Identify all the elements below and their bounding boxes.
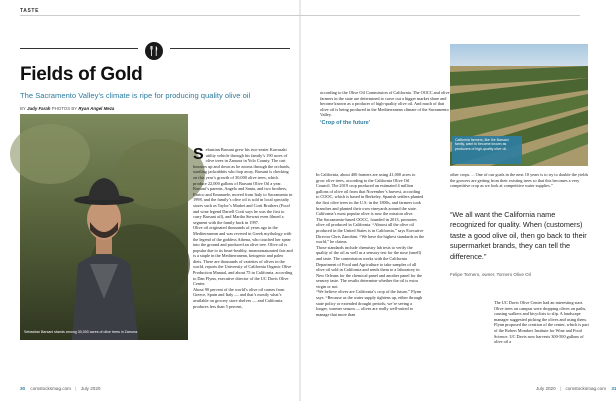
orchard-photo [450,44,588,166]
paragraph: Olive oil originated thousands of years ago in the Mediterranean and was revered in Greek mythology with the legend of the goddess Athena, who touched her spear into the ground and produced an olive tree. Olive oil is popular due to its heart-healthy, monounsaturated fats and is a staple in the Mediterranean, ketogenic and paleo diets. There are thousands of varieties of olives in the world, reports the University of California Organic Olive Production Manual, and about 75 in California, according to Dan Flynn, executive director of the UC Davis Olive Center. [193,225,293,287]
byline [20,106,114,111]
left-page [0,0,300,401]
subheading: ‘Crop of the future’ [320,119,371,126]
paragraph: other crops. ... One of our goals in the next 10 years is to try to double the yields the growers are getting from their existing trees so that this becomes a very competitive crop as we look at competitive water supplies.” [450,172,589,189]
paragraph: The Sacramento-based OOCC, founded in 2013, promotes olive oil produced in California. “Almost all the olive oil produced in the United States is in California,” says Executive Director Chris Zanobini. “We have the highest standards in the world,” he claims. [316,216,425,245]
paragraph: About 90 percent of the world’s olive oil comes from Greece, Spain and Italy — and that’s mostly what’s available on grocery store shelves — and California produces less than 5 percent, [193,286,285,309]
right-page [300,0,616,401]
page-number: 30 [20,386,26,391]
column-3-top [450,172,590,189]
fork-knife-icon [145,42,163,60]
photographer-name: Ryan Angel Meza [78,106,115,111]
column-2 [316,172,424,317]
paragraph: Those standards include chemistry lab tests to verify the quality of the oil as well as a sensory test for the nose (smell) and taste. The commission works with the California Department of Food and Agriculture to take samples of all olive oil sold in California and sends them to a laboratory in New Orleans for the chemical panel and another panel for the sensory taste. The results determine whether the oil is extra virgin or not. [316,244,422,289]
paragraph: In California, about 400 farmers are using 41,000 acres to grow olive trees, according to the California Olive Oil Council. The 2019 crop produced an estimated 4 million gallons of olive oil from that November’s harvest, according to COOC, which is based in Berkeley. Spanish settlers planted the first olive trees in the U.S. in the 1800s, and farmers took branches and planted their own vineyards around the state. California’s most popular olive is now the mission olive. [316,172,424,217]
photos-label: PHOTOS BY [51,106,78,111]
drop-cap: S [193,146,204,163]
column-3-bottom [494,300,590,345]
paragraph: “We believe olives are California’s crop of the future,” Flynn says. “Because as the water supply tightens up, either through state policy or extended drought periods, we’re seeing a longer, warmer season — olives are really well-suited to manage that more than [316,289,423,317]
orchard-caption: California farmers, like the Barsani family, want to become known as producers of high-quality olive oil. [452,136,522,164]
pull-quote-attribution: Felipe Tornero, owner, Tornero Olive Oil [450,272,531,277]
page-number: 31 [611,386,616,391]
footer-site: comstocksmag.com [30,386,71,391]
footer-right: July 2020 | comstocksmag.com 31 [536,386,616,391]
portrait-caption: Sebastian Barsani stands among 30,000 acres of olive trees in Zamora. [24,330,139,335]
paragraph: The UC Davis Olive Center had an interesting start. Olive trees on campus were dropping olives on paths, causing walkers and bicyclists to slip. A landscape manager suggested picking the olives and using them. Flynn proposed the creation of the center, which is part of the Robert Mondavi Institute for Wine and Food Science. UC Davis now harvests 300-500 gallons of olive oil a [494,300,589,345]
section-tag: TASTE [20,8,40,14]
column-2-top [320,90,450,129]
column-1 [193,147,293,309]
title-emblem-row [20,43,290,55]
article-title: Fields of Gold [20,64,143,85]
article-subtitle: The Sacramento Valley’s climate is ripe for producing quality olive oil [20,91,251,100]
footer-site: comstocksmag.com [565,386,607,391]
emblem-rule-right [170,48,290,49]
footer-issue: July 2020 [80,386,101,391]
paragraph: according to the Olive Oil Commission of California. The OOCC and olive farmers in the state are determined to carve out a bigger market share and become known as a producer of high-quality olive oil. And much of that olive oil is being produced in the Mediterranean climate of the Sacramento Valley. [320,90,450,118]
footer-left: 30 comstocksmag.com | July 2020 [20,386,101,391]
emblem-rule-left [20,48,138,49]
farmer-portrait-photo [20,114,188,340]
footer-issue: July 2020 [536,386,556,391]
author-name: Judy Farah [27,106,51,111]
pull-quote: “We all want the California name recognized for quality. When (customers) taste a good olive oil, then go back to their supermarket brands, they can tell the difference.” [450,210,587,261]
paragraph: Barsani’s parents, Angelo and Santa, and two brothers, Enrico and Emanuele, moved from Italy to Sacramento in 1998, and the family’s olive oil is sold in local specialty stores such as Taylor’s Market and Corti Brothers (Food and wine legend Darrell Corti says he was the first to carry Barsani oil), and Martha Stewart even filmed a segment with the family back in 1997. [193,186,293,225]
paragraph: Sebastian Barsani grew his two-seater Kawasaki utility vehicle through his family’s 190 acres of olive trees in Zamora in Yolo County. The cart bounces up and down as he zooms through the orchards, startling jackrabbits who hop away. Barsani is checking on this year’s growth of 30,000 olive trees, which produce 22,000 gallons of Barsani Olive Oil a year. [193,146,291,186]
by-label: BY [20,106,26,111]
